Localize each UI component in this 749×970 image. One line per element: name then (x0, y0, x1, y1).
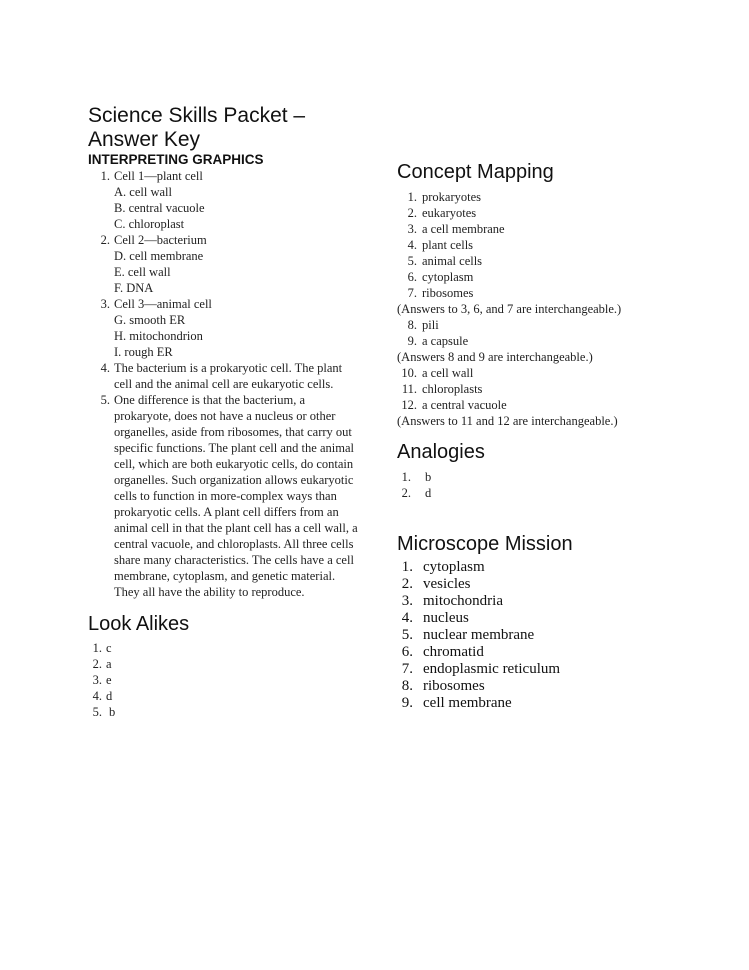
item-text: endoplasmic reticulum (423, 661, 561, 677)
item-text: Cell 1—plant cell (114, 169, 203, 183)
item-text: cytoplasm (423, 559, 485, 575)
sub-item: I. rough ER (114, 345, 173, 359)
item-number: 10. (401, 366, 417, 380)
item-number: 5. (407, 254, 417, 268)
list-item (397, 285, 621, 301)
list-item (88, 704, 115, 720)
item-answer: e (106, 673, 112, 687)
item-text: Cell 3—animal cell (114, 297, 212, 311)
item-text: One difference is that the bacterium, a prokaryote, does not have a nucleus or other organelles, aside from ribosomes, that carry out specific functions. The plant cell and the animal cell, which are both eukaryotic cells, do contain organelles. Such organization allows eukaryotic cells to function in more-complex ways than prokaryotic cells. A plant cell differs from an animal cell in that the plant cell has a cell wall, a central vacuole, and chloroplasts. All three cells share many characteristics. The cells have a cell membrane, cytoplasm, and genetic material. They all have the ability to reproduce. (114, 393, 358, 599)
look-alikes-heading: Look Alikes (88, 613, 190, 635)
item-number: 2. (401, 486, 411, 500)
item-number: 9. (407, 334, 417, 348)
item-text: a central vacuole (422, 398, 507, 412)
item-number: 9. (401, 695, 413, 711)
list-item (397, 381, 621, 397)
list-item (397, 317, 621, 333)
item-number: 7. (407, 286, 417, 300)
note: (Answers 8 and 9 are interchangeable.) (397, 350, 593, 364)
item-text: vesicles (423, 576, 471, 592)
list-item (88, 656, 115, 672)
item-text: ribosomes (423, 678, 485, 694)
item-answer: a (106, 657, 112, 671)
item-text: eukaryotes (422, 206, 477, 220)
list-item (397, 333, 621, 349)
item-text: prokaryotes (422, 190, 482, 204)
list-item (88, 688, 115, 704)
list-item (397, 221, 621, 237)
item-text: nucleus (423, 610, 469, 626)
item-number: 4. (92, 689, 102, 703)
item-text: chromatid (423, 644, 484, 660)
microscope-mission-list (397, 559, 560, 712)
item-number: 8. (407, 318, 417, 332)
item-number: 2. (92, 657, 102, 671)
item-number: 1. (100, 169, 110, 183)
item-number: 1. (401, 559, 413, 575)
list-item (397, 365, 621, 381)
list-item (397, 269, 621, 285)
sub-item: A. cell wall (114, 185, 172, 199)
list-item (397, 661, 560, 678)
item-text: mitochondria (423, 593, 503, 609)
item-answer: d (106, 689, 113, 703)
item-text: pili (422, 318, 439, 332)
look-alikes-list (88, 640, 115, 720)
sub-item: E. cell wall (114, 265, 171, 279)
analogies-list (397, 469, 431, 501)
item-text: cytoplasm (422, 270, 474, 284)
page-title: Science Skills Packet – Answer Key (88, 104, 306, 151)
analogies-heading: Analogies (397, 441, 485, 463)
item-answer: b (425, 470, 432, 484)
item-number: 1. (92, 641, 102, 655)
item-number: 5. (401, 627, 413, 643)
sub-item: B. central vacuole (114, 201, 205, 215)
item-text: a capsule (422, 334, 469, 348)
list-item (397, 253, 621, 269)
list-item (88, 640, 115, 656)
list-item (397, 593, 560, 610)
item-text: nuclear membrane (423, 627, 535, 643)
list-item (397, 559, 560, 576)
list-item (397, 189, 621, 205)
item-answer: d (425, 486, 432, 500)
item-number: 4. (401, 610, 413, 626)
note: (Answers to 3, 6, and 7 are interchangeable.) (397, 302, 622, 316)
item-number: 7. (401, 661, 413, 677)
list-item (397, 397, 621, 413)
interpreting-graphics-list (88, 168, 358, 600)
sub-item: G. smooth ER (114, 313, 186, 327)
item-number: 4. (100, 361, 110, 375)
sub-item: F. DNA (114, 281, 154, 295)
list-item (397, 644, 560, 661)
item-answer: b (109, 705, 116, 719)
list-item (397, 469, 431, 485)
list-item (88, 296, 358, 312)
list-item (397, 576, 560, 593)
item-number: 2. (401, 576, 413, 592)
list-item (397, 695, 560, 712)
sub-item: D. cell membrane (114, 249, 204, 263)
item-text: a cell membrane (422, 222, 505, 236)
item-number: 4. (407, 238, 417, 252)
list-item (88, 232, 358, 248)
list-item (397, 205, 621, 221)
concept-mapping-list (397, 189, 621, 429)
list-item (397, 627, 560, 644)
item-text: Cell 2—bacterium (114, 233, 207, 247)
item-number: 2. (407, 206, 417, 220)
item-number: 6. (407, 270, 417, 284)
item-number: 3. (100, 297, 110, 311)
item-number: 3. (401, 593, 413, 609)
microscope-mission-heading: Microscope Mission (397, 533, 573, 555)
item-number: 1. (401, 470, 411, 484)
item-text: a cell wall (422, 366, 474, 380)
item-number: 12. (401, 398, 417, 412)
item-number: 8. (401, 678, 413, 694)
item-text: plant cells (422, 238, 474, 252)
interpreting-graphics-heading: INTERPRETING GRAPHICS (88, 152, 264, 167)
item-number: 2. (100, 233, 110, 247)
concept-mapping-heading: Concept Mapping (397, 161, 554, 183)
item-text: ribosomes (422, 286, 474, 300)
list-item (397, 610, 560, 627)
list-item (88, 672, 115, 688)
list-item (88, 360, 358, 392)
list-item (397, 678, 560, 695)
item-number: 6. (401, 644, 413, 660)
sub-item: H. mitochondrion (114, 329, 203, 343)
note: (Answers to 11 and 12 are interchangeable.) (397, 414, 618, 428)
item-text: cell membrane (423, 695, 512, 711)
item-number: 11. (401, 382, 417, 396)
item-text: animal cells (422, 254, 483, 268)
list-item (88, 168, 358, 184)
sub-item: C. chloroplast (114, 217, 185, 231)
item-number: 3. (92, 673, 102, 687)
item-number: 1. (407, 190, 417, 204)
item-number: 5. (100, 393, 110, 407)
item-text: chloroplasts (422, 382, 483, 396)
item-number: 3. (407, 222, 417, 236)
list-item (88, 392, 358, 600)
item-text: The bacterium is a prokaryotic cell. The plant cell and the animal cell are eukaryotic cells. (114, 361, 343, 391)
list-item (397, 485, 431, 501)
list-item (397, 237, 621, 253)
item-number: 5. (92, 705, 102, 719)
item-answer: c (106, 641, 112, 655)
